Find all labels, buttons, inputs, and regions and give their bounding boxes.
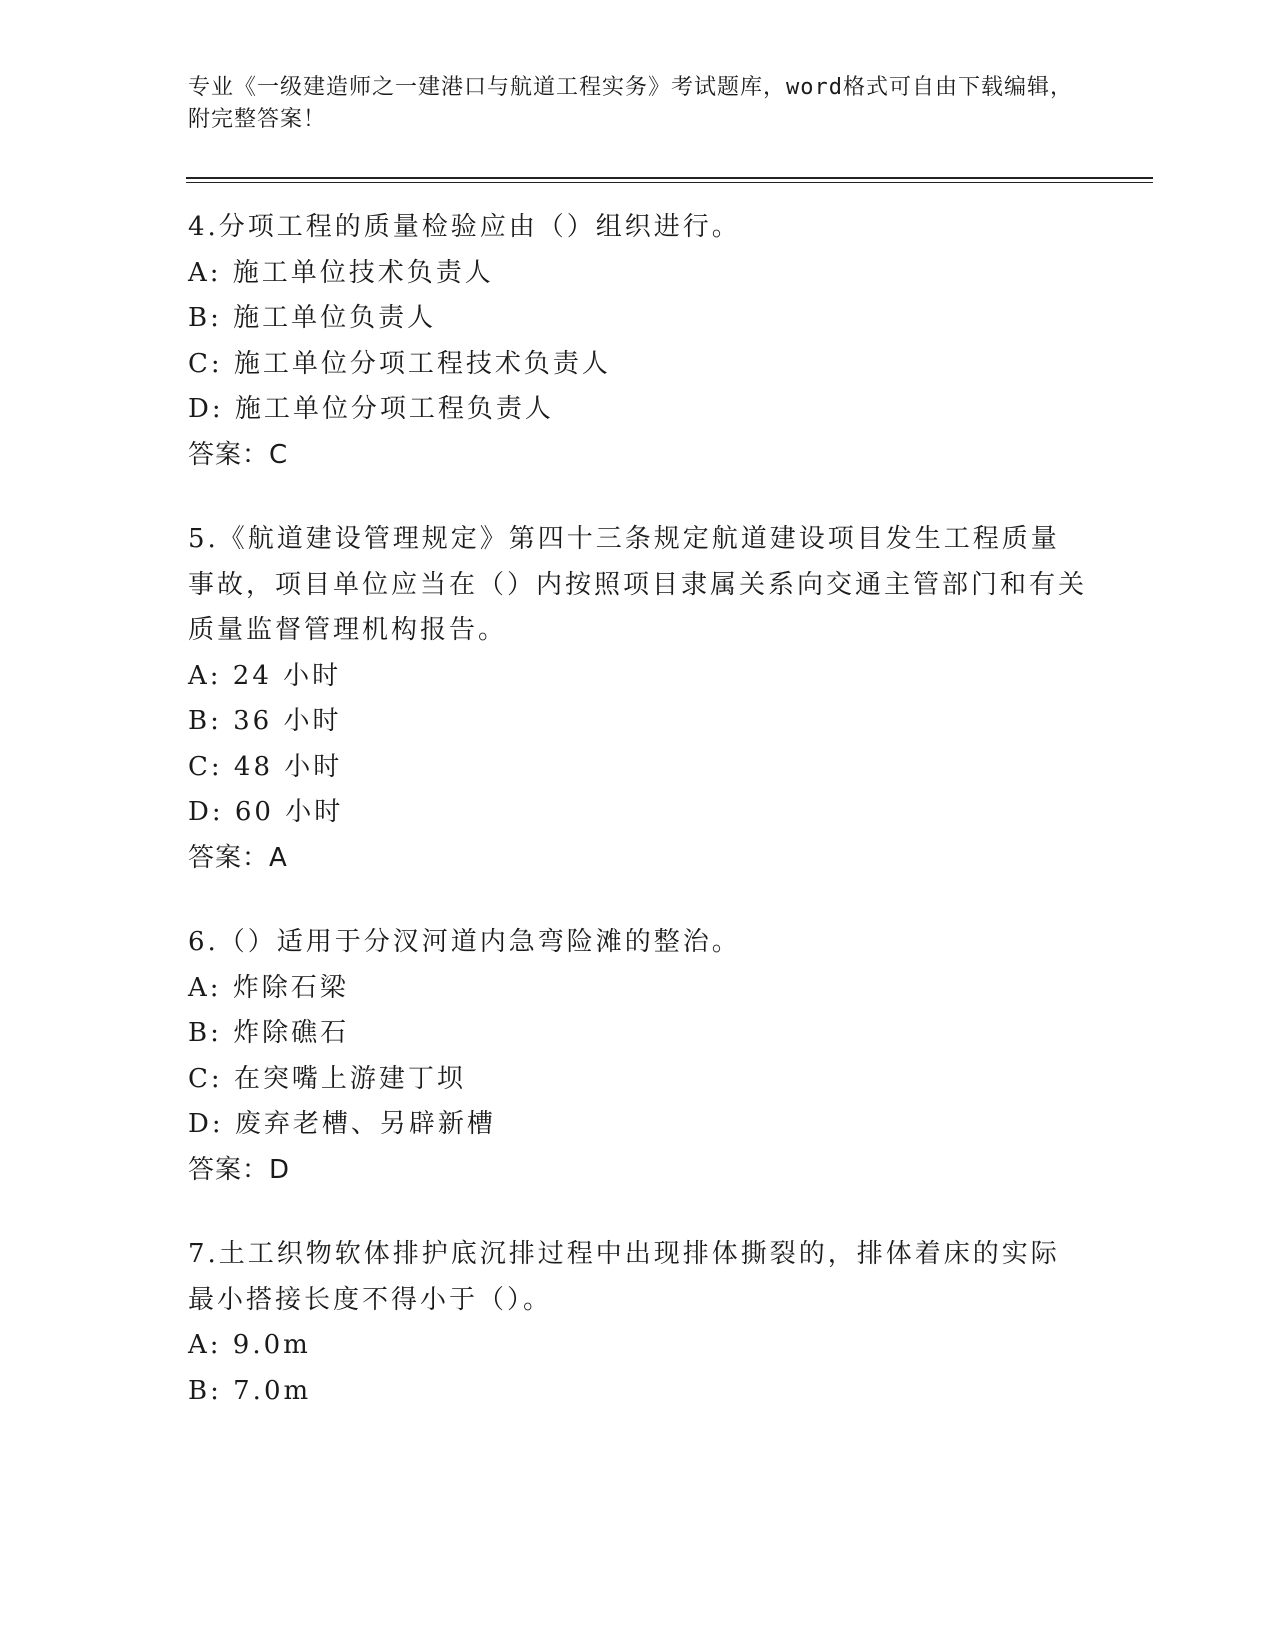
option-a: A: 施工单位技术负责人 [188, 257, 494, 288]
option-c: C: 施工单位分项工程技术负责人 [188, 348, 611, 379]
header-intro-text: 专业《一级建造师之一建港口与航道工程实务》考试题库，word格式可自由下载编辑，附完整答案！ [188, 75, 1073, 132]
option-b: B: 施工单位负责人 [188, 303, 437, 333]
option-b: B: 炸除礁石 [188, 1018, 350, 1048]
option-b: B: 7.0m [188, 1375, 312, 1406]
option-d: D: 施工单位分项工程负责人 [188, 394, 554, 424]
question-stem: 4.分项工程的质量检验应由（）组织进行。 [188, 212, 741, 242]
question-5 [188, 517, 1088, 881]
option-c: C: 在突嘴上游建丁坝 [188, 1063, 466, 1094]
question-stem: 6.（）适用于分汊河道内急弯险滩的整治。 [188, 927, 741, 957]
question-list [188, 205, 1088, 1453]
option-a: A: 炸除石梁 [188, 972, 349, 1003]
option-b: B: 36 小时 [188, 706, 342, 736]
question-stem: 7.土工织物软体排护底沉排过程中出现排体撕裂的，排体着床的实际最小搭接长度不得小于（）。 [188, 1239, 1060, 1315]
question-stem: 5.《航道建设管理规定》第四十三条规定航道建设项目发生工程质量事故，项目单位应当在（）内按照项目隶属关系向交通主管部门和有关质量监督管理机构报告。 [188, 524, 1088, 645]
document-header [188, 72, 1088, 136]
option-a: A: 24 小时 [188, 660, 342, 691]
question-7 [188, 1232, 1088, 1414]
question-6 [188, 920, 1088, 1193]
answer-line: 答案：A [188, 842, 288, 873]
header-divider-thick [186, 177, 1153, 179]
option-c: C: 48 小时 [188, 751, 343, 782]
answer-line: 答案：D [188, 1154, 291, 1185]
answer-line: 答案：C [188, 439, 289, 470]
option-d: D: 废弃老槽、另辟新槽 [188, 1109, 496, 1139]
header-divider-thin [186, 182, 1153, 183]
option-a: A: 9.0m [188, 1330, 311, 1360]
question-4 [188, 205, 1088, 478]
option-d: D: 60 小时 [188, 797, 344, 827]
